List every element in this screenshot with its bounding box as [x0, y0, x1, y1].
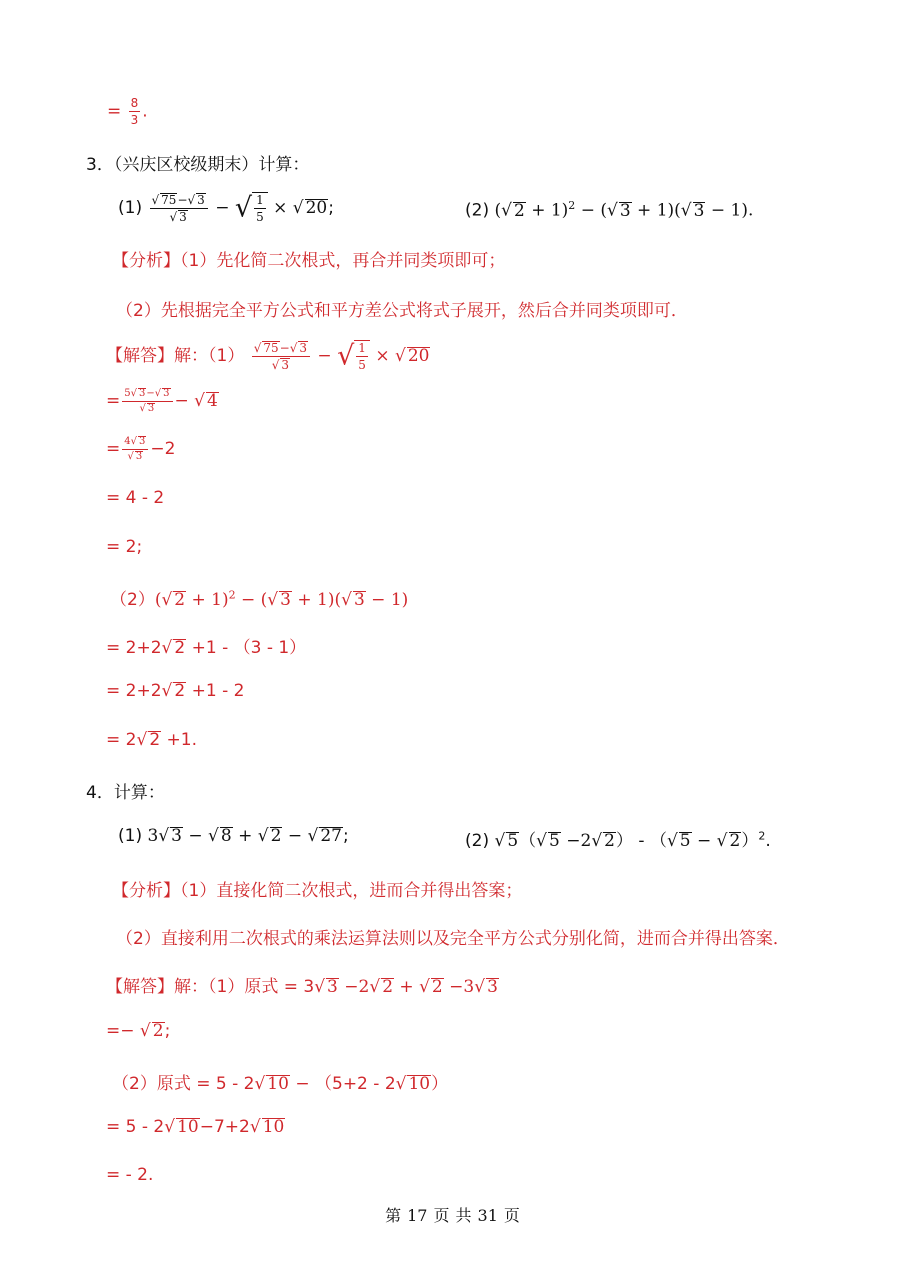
step-prefix: = 5 - 2	[106, 1117, 165, 1137]
semicolon: ;	[328, 198, 334, 218]
denominator: 3	[130, 113, 139, 127]
footer-word: 第	[385, 1206, 402, 1225]
denominator: 5	[358, 358, 366, 372]
radicand: 10	[267, 1074, 289, 1094]
period: .	[765, 831, 771, 851]
q4-step-2: = 5 - 2√ 10−7+2√ 10	[106, 1117, 285, 1137]
radicand: 3	[179, 209, 187, 224]
q3-analysis-1	[112, 246, 505, 271]
radicand: 3	[280, 590, 291, 610]
footer-word: 页	[433, 1206, 450, 1225]
equals-sign: =	[107, 101, 122, 122]
fraction	[150, 193, 208, 224]
numerator: 8	[130, 96, 139, 110]
radicand: 3	[135, 450, 143, 462]
step-suffix: +1 - （3 - 1）	[186, 638, 307, 658]
radicand: 3	[299, 340, 308, 355]
radicand: 3	[197, 192, 205, 207]
step-tail: −2	[150, 439, 176, 459]
radical-fraction	[252, 192, 268, 224]
question-3-heading	[86, 150, 309, 175]
q3-step-5: = 2+2√ 2 +1 - （3 - 1）	[106, 638, 307, 658]
step-prefix: = 2	[106, 730, 137, 750]
answer-intro: 解：（1）原式 = 3	[174, 977, 315, 997]
q3-part-2-answer: （2）(√ 2 + 1)$^2$ − (√ 3 + 1)(√ 3 − 1)	[110, 588, 409, 610]
step-prefix: = 2+2	[106, 638, 162, 658]
radicand: 3	[327, 977, 338, 997]
close-paren: ）	[431, 1074, 449, 1094]
q3-part-1-problem: (1) $\frac{√ 75-√ 3}{√ 3}$ − √ $\frac{1}{5}$ × √ 20;	[118, 192, 334, 224]
q3-step-4: = 2;	[106, 537, 143, 557]
coefficient: 3	[463, 977, 475, 997]
coefficient: 4	[124, 436, 131, 447]
question-4-heading: 4．计算：	[86, 783, 165, 803]
numerator: √ 75−√ 3	[150, 193, 208, 209]
answer-tag: 【解答】	[106, 977, 174, 997]
radicand: 2	[152, 1021, 164, 1041]
coefficient: 2	[580, 831, 592, 851]
part-label: (1)	[118, 826, 143, 846]
numerator: √ 75−√ 3	[252, 341, 310, 357]
denominator: √ 3	[127, 450, 143, 462]
radicand: 3	[281, 357, 290, 372]
radicand: 5	[679, 831, 691, 851]
step-suffix: +1 - 2	[186, 681, 245, 701]
radicand: 2	[174, 638, 186, 658]
fraction	[122, 388, 172, 414]
total-pages: 31	[477, 1206, 498, 1225]
q4-step-3: = - 2.	[106, 1165, 154, 1185]
analysis-text: （1）先化简二次根式，再合并同类项即可；	[180, 251, 506, 271]
answer-intro: （2）原式 = 5 - 2	[112, 1074, 255, 1094]
analysis-tag: 【分析】	[112, 251, 180, 271]
radicand: 3	[353, 590, 365, 610]
semicolon: ;	[164, 1021, 171, 1041]
radicand: 2	[174, 590, 186, 610]
prev-result	[107, 96, 148, 127]
question-title: （兴庆区校级期末）计算：	[113, 155, 310, 175]
radicand: 3	[487, 977, 498, 997]
radicand: 75	[161, 192, 177, 207]
radicand: 2	[604, 831, 615, 851]
q3-step-3: = 4 - 2	[106, 488, 165, 508]
q4-part-2-problem: (2) √ 5（√ 5 −2√ 2） - （√ 5 − √ 2）$^2$.	[465, 829, 771, 851]
analysis-text: （2）先根据完全平方公式和平方差公式将式子展开，然后合并同类项即可．	[116, 301, 688, 321]
denominator: 5	[256, 210, 264, 224]
sqrt-sign: √	[234, 192, 253, 224]
radicand: 20	[305, 198, 328, 218]
radicand: 2	[149, 730, 161, 750]
semicolon: ;	[342, 826, 349, 846]
numerator: 1	[358, 341, 366, 355]
fraction	[122, 436, 148, 462]
analysis-text: （1）直接化简二次根式，进而合并得出答案；	[180, 881, 523, 901]
step-middle: −7+2	[199, 1117, 250, 1137]
radicand: 2	[174, 681, 186, 701]
q3-step-7: = 2√ 2 +1.	[106, 730, 198, 750]
sqrt-sign: √	[337, 340, 355, 372]
denominator: √ 3	[271, 357, 290, 372]
radicand: 4	[207, 391, 218, 411]
fraction	[356, 341, 368, 372]
part-label: (2)	[465, 200, 490, 221]
radicand: 2	[270, 826, 282, 846]
radicand: 20	[407, 346, 430, 366]
page-footer	[0, 1203, 905, 1226]
step-middle: （5+2 - 2	[315, 1074, 396, 1094]
radicand: 10	[177, 1117, 199, 1137]
radicand: 8	[220, 826, 232, 846]
period: .	[142, 101, 148, 122]
coefficient: 5	[124, 388, 131, 399]
answer-tag: 【解答】	[106, 346, 174, 366]
radicand: 3	[139, 388, 146, 399]
radicand: 3	[147, 402, 155, 414]
step-prefix: = 2+2	[106, 681, 162, 701]
numerator: 1	[256, 193, 264, 207]
exponent: 2	[758, 829, 766, 843]
part-label: (2)	[465, 831, 490, 851]
q3-step-6: = 2+2√ 2 +1 - 2	[106, 681, 245, 701]
q3-answer-start: 【解答】解：（1） $\frac{√ 75-√ 3}{√ 3}$ − √ $\frac{1}{5}$ × √ 20	[106, 340, 430, 372]
fraction	[254, 193, 266, 224]
radicand: 2	[431, 977, 443, 997]
fraction	[252, 341, 310, 372]
radical-fraction	[354, 340, 370, 372]
q3-step-1: = $\frac{5√ 3-√ 3}{√ 3}$ − √ 4	[106, 388, 218, 414]
radicand: 3	[693, 200, 705, 221]
question-number: 3．	[86, 155, 114, 175]
radicand: 2	[729, 831, 741, 851]
analysis-tag: 【分析】	[112, 881, 180, 901]
footer-word: 页	[503, 1206, 520, 1225]
q4-part-2-answer: （2）原式 = 5 - 2√ 10 − （5+2 - 2√ 10）	[112, 1074, 449, 1094]
step-suffix: +1.	[161, 730, 198, 750]
numerator: 5√ 3−√ 3	[122, 388, 172, 402]
q4-part-1-problem: (1) 3√ 3 − √ 8 + √ 2 − √ 27;	[118, 826, 349, 846]
radicand: 3	[171, 826, 182, 846]
radicand: 2	[382, 977, 394, 997]
denominator: √ 3	[139, 402, 155, 414]
analysis-text: （2）直接利用二次根式的乘法运算法则以及完全平方公式分别化简，进而合并得出答案．	[116, 929, 790, 949]
q4-step-1: =− √ 2;	[106, 1021, 171, 1041]
q4-analysis-2	[116, 924, 790, 949]
radicand: 10	[408, 1074, 431, 1094]
current-page-number: 17	[407, 1206, 428, 1225]
radicand: 3	[139, 436, 146, 447]
radicand: 5	[549, 831, 560, 851]
q4-analysis-1	[112, 876, 522, 901]
radicand: 10	[262, 1117, 285, 1137]
radicand: 3	[619, 200, 631, 221]
part-label: (1)	[118, 198, 143, 218]
radicand: 27	[320, 826, 342, 846]
coefficient: 2	[358, 977, 370, 997]
q3-part-2-problem: (2) (√ 2 + 1)$^2$ − (√ 3 + 1)(√ 3 − 1).	[465, 199, 754, 221]
coefficient: 3	[147, 826, 159, 846]
part-label: （2）	[110, 590, 155, 610]
numerator: 4√ 3	[122, 436, 148, 450]
radicand: 2	[513, 200, 525, 221]
q4-answer-start: 【解答】解：（1）原式 = 3√ 3 −2√ 2 + √ 2 −3√ 3	[106, 977, 498, 997]
fraction	[129, 96, 141, 127]
q3-analysis-2	[116, 296, 688, 321]
q3-step-2: = $\frac{4√ 3}{√ 3}$ −2	[106, 436, 176, 462]
answer-intro: 解：（1）	[174, 346, 245, 366]
radicand: 5	[507, 831, 519, 851]
radicand: 3	[163, 388, 170, 399]
radicand: 75	[263, 340, 279, 355]
denominator: √ 3	[169, 209, 187, 224]
footer-word: 共	[455, 1206, 472, 1225]
period: .	[747, 200, 754, 221]
